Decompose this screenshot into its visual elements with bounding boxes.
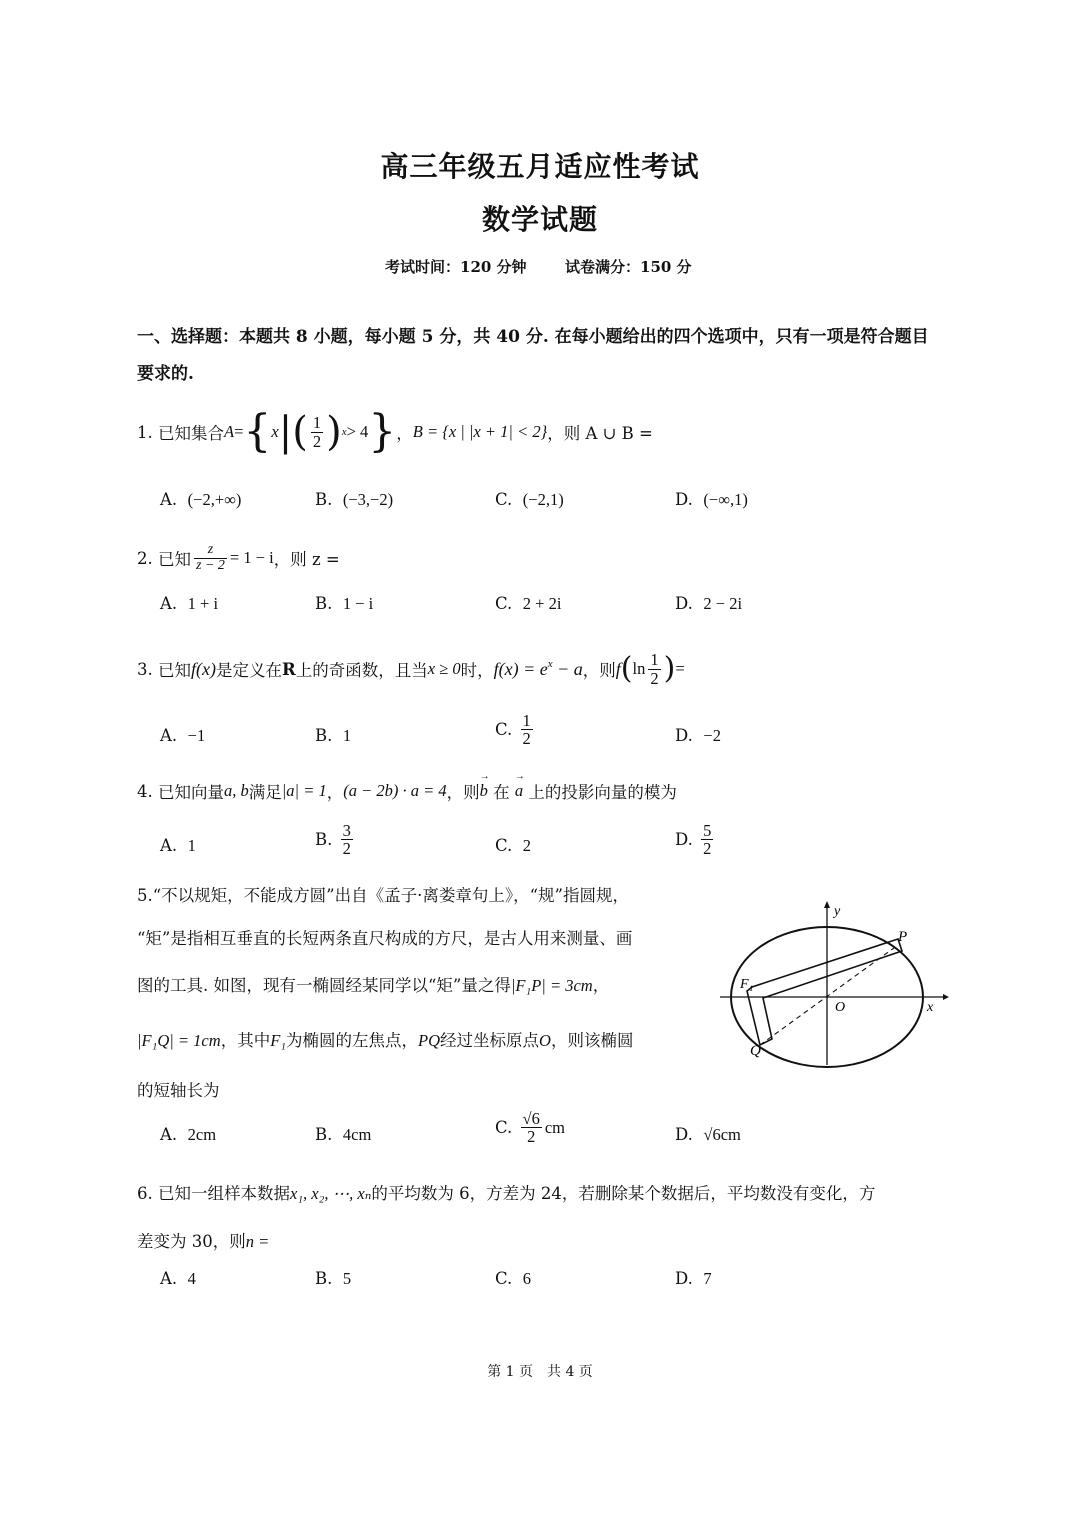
option-fraction (341, 822, 353, 858)
q2-option-b[interactable] (315, 594, 373, 614)
math-eq: = (234, 422, 244, 441)
q4-option-a[interactable] (160, 836, 196, 856)
origin-o: O (539, 1031, 551, 1050)
q3-option-c[interactable] (495, 712, 536, 748)
function-definition (494, 658, 583, 680)
question-text: ， (592, 976, 610, 995)
question-6-line2 (137, 1228, 269, 1252)
fraction-denominator: 2 (527, 1127, 536, 1147)
sample-data: x₁, x₂, ⋯, xₙ (290, 1184, 372, 1203)
exam-score: 试卷满分：150 分 (565, 258, 692, 276)
q2-option-c[interactable] (495, 594, 561, 614)
q6-option-c[interactable] (495, 1269, 531, 1289)
question-5-line3 (137, 972, 609, 996)
q1-option-b[interactable] (315, 490, 393, 510)
label-p: P (898, 929, 908, 945)
fraction-numerator: 1 (312, 413, 322, 433)
fraction (194, 543, 227, 573)
fraction-denominator: 2 (522, 729, 531, 749)
left-paren: ( (292, 409, 308, 455)
option-value: (−2,+∞) (187, 490, 242, 509)
question-text: 已知 (158, 661, 191, 680)
left-brace: { (243, 406, 272, 457)
option-label: C. (495, 594, 513, 613)
option-value: 2 − 2i (703, 594, 743, 613)
q4-option-b[interactable] (315, 822, 356, 858)
question-4: 4. 已知向量 a, b 满足 |a| = 1 ， (a − 2b) · a = 4 ，则 → b 在 → a 上的投影向量的模为 (137, 776, 677, 806)
label-x: x (927, 1000, 934, 1015)
definition-tail: − a (552, 659, 583, 679)
condition-1: |a| = 1 (281, 781, 327, 800)
option-value: 4 (187, 1269, 196, 1288)
label-y: y (834, 904, 841, 919)
question-5-line4 (137, 1027, 633, 1051)
option-label: B. (315, 830, 333, 850)
x-axis-arrow (943, 994, 949, 1000)
q6-option-d[interactable] (675, 1269, 712, 1289)
question-number: 6. (137, 1184, 153, 1203)
question-number: 5. (137, 886, 153, 905)
ln-symbol: ln (632, 659, 646, 678)
option-value: √6cm (703, 1125, 741, 1144)
ellipse-figure (715, 895, 950, 1070)
option-value: (−3,−2) (342, 490, 394, 509)
q1-option-a[interactable] (160, 490, 241, 510)
option-value: 7 (703, 1269, 712, 1288)
option-label: C. (495, 720, 513, 740)
question-6-line1 (137, 1180, 875, 1204)
option-label: B. (315, 1125, 333, 1144)
option-label: A. (160, 1269, 178, 1288)
q4-option-c[interactable] (495, 836, 531, 856)
question-text: ，则 (582, 661, 616, 680)
q1-option-c[interactable] (495, 490, 564, 510)
q6-option-b[interactable] (315, 1269, 351, 1289)
label-o: O (835, 1000, 846, 1015)
question-5-line1 (137, 882, 629, 906)
definition-base: f(x) = e (493, 659, 548, 679)
question-number: 3. (137, 659, 153, 679)
carpenter-square (747, 939, 902, 1045)
q5-option-c[interactable] (495, 1110, 565, 1146)
option-value: 2 (522, 836, 532, 855)
question-tail: ，则 A ∪ B = (547, 424, 653, 443)
set-b-definition: B = {x | |x + 1| < 2} (412, 422, 548, 441)
fraction-half (648, 651, 660, 687)
ask-f: f (615, 658, 621, 679)
option-unit: cm (544, 1117, 566, 1137)
question-text: 差变为 30，则 (137, 1232, 246, 1251)
q5-option-b[interactable] (315, 1125, 371, 1145)
question-text: ，则该椭圆 (550, 1031, 634, 1050)
option-label: B. (315, 726, 333, 745)
option-value: 1 (187, 836, 196, 855)
option-value: 2cm (187, 1125, 217, 1144)
page-footer: 第 1 页 共 4 页 (487, 1364, 593, 1380)
question-tail: 上的投影向量的模为 (528, 783, 677, 802)
fraction-numerator: 5 (703, 821, 712, 840)
q2-option-a[interactable] (160, 594, 218, 614)
focus-f1: F₁ (270, 1031, 287, 1050)
option-label: B. (315, 594, 333, 613)
question-text: 上的奇函数，且当 (295, 661, 428, 680)
option-value: 1 (342, 726, 352, 745)
option-label: A. (160, 1125, 178, 1144)
fraction-numerator: √6 (522, 1109, 540, 1128)
q5-option-a[interactable] (160, 1125, 216, 1145)
option-label: A. (160, 726, 178, 745)
option-fraction (701, 822, 713, 858)
option-label: D. (675, 1269, 693, 1288)
option-value: −2 (703, 726, 721, 745)
segment-pq-dashed (760, 945, 898, 1045)
right-brace: } (368, 406, 397, 457)
question-ask: n = (245, 1232, 270, 1251)
fraction-denominator: 2 (650, 668, 659, 688)
reals-symbol: R (281, 659, 296, 679)
fraction-half (311, 414, 323, 450)
right-paren: ) (326, 409, 342, 455)
option-value: 1 + i (187, 594, 219, 613)
option-label: D. (675, 726, 693, 745)
fraction-numerator: 1 (650, 650, 659, 670)
question-tail: ，则 z = (273, 550, 340, 569)
fraction-denominator: 2 (312, 431, 322, 451)
question-text: 已知 (158, 550, 191, 569)
vector-b: → b (480, 781, 488, 801)
fraction-numerator: 3 (342, 821, 351, 840)
option-value: −1 (187, 726, 206, 745)
question-3 (137, 645, 685, 693)
option-label: C. (495, 1118, 513, 1138)
option-label: B. (315, 490, 333, 509)
exam-title: 高三年级五月适应性考试 (380, 150, 700, 183)
question-5-line5: 的短轴长为 (137, 1081, 220, 1100)
comma: ， (396, 424, 413, 443)
question-text: 为椭圆的左焦点， (286, 1031, 419, 1050)
question-text: 图的工具. 如图，现有一椭圆经某同学以“矩”量之得 (137, 976, 511, 995)
exam-time: 考试时间：120 分钟 (385, 258, 527, 276)
exam-subtitle: 数学试题 (481, 203, 598, 236)
right-paren: ) (663, 651, 676, 686)
option-label: D. (675, 830, 693, 850)
condition-2: (a − 2b) · a = 4 (343, 781, 447, 800)
option-fraction (521, 1110, 542, 1146)
measure-f1q: |F₁Q| = 1cm (137, 1031, 221, 1050)
math-var: x (271, 422, 279, 441)
question-text: 的平均数为 6，方差为 24，若删除某个数据后，平均数没有变化，方 (371, 1184, 876, 1203)
option-value: 4cm (342, 1125, 372, 1144)
option-label: D. (675, 1125, 693, 1144)
option-value: 6 (522, 1269, 532, 1288)
vectors: a, b (224, 781, 249, 800)
question-2 (137, 536, 340, 580)
fraction-denominator: z − 2 (196, 557, 225, 573)
question-text: 经过坐标原点 (440, 1031, 540, 1050)
definition-exponent: x (547, 658, 553, 670)
question-1 (137, 400, 653, 464)
condition: x ≥ 0 (427, 659, 461, 678)
left-paren: ( (620, 651, 633, 686)
equation-rhs: = 1 − i (229, 548, 274, 567)
label-f1: F₁ (740, 977, 754, 992)
question-number: 2. (137, 548, 153, 568)
section-heading-line2: 要求的. (137, 364, 194, 384)
q1-option-d[interactable] (675, 490, 748, 510)
question-text: “不以规矩，不能成方圆”出自《孟子·离娄章句上》，“规”指圆规， (152, 886, 629, 905)
fraction-denominator: 2 (342, 839, 351, 859)
q3-option-b[interactable] (315, 726, 351, 746)
option-label: A. (160, 836, 178, 855)
option-label: B. (315, 1269, 333, 1288)
q2-option-d[interactable] (675, 594, 742, 614)
vector-a: → a (515, 781, 523, 801)
option-fraction (521, 712, 533, 748)
measure-f1p: |F₁P| = 3cm (510, 976, 593, 995)
option-label: C. (495, 490, 513, 509)
question-text: 满足 (248, 783, 282, 802)
label-q: Q (750, 1043, 761, 1059)
segment-pq: PQ (418, 1031, 441, 1050)
exponent: x (341, 426, 347, 438)
fraction-numerator: z (194, 543, 227, 559)
question-text: 已知一组样本数据 (158, 1184, 290, 1203)
option-label: D. (675, 594, 693, 613)
q3-option-d[interactable] (675, 726, 721, 746)
option-label: D. (675, 490, 693, 509)
option-value: 1 − i (342, 594, 374, 613)
option-value: (−∞,1) (703, 490, 748, 509)
option-value: (−2,1) (522, 490, 564, 509)
vertical-bar: | (278, 409, 293, 455)
q3-option-a[interactable] (160, 726, 205, 746)
function-fx: f(x) (191, 658, 216, 679)
question-text: 已知向量 (158, 783, 224, 802)
option-label: A. (160, 490, 178, 509)
y-axis-arrow (824, 901, 830, 908)
question-text: 已知集合 (158, 424, 224, 443)
q5-option-d[interactable] (675, 1125, 741, 1145)
option-label: C. (495, 1269, 513, 1288)
q6-option-a[interactable] (160, 1269, 196, 1289)
option-value: 2 + 2i (522, 594, 562, 613)
question-text: 时， (460, 661, 494, 680)
fraction-numerator: 1 (522, 711, 531, 730)
option-value: 5 (342, 1269, 352, 1288)
question-text: ，则 (446, 783, 480, 802)
question-text: 是定义在 (215, 661, 282, 680)
question-number: 1. (137, 422, 153, 442)
fraction-denominator: 2 (703, 839, 712, 859)
q4-option-d[interactable] (675, 822, 716, 858)
question-text: ，其中 (220, 1031, 271, 1050)
question-text: 在 (493, 783, 510, 802)
math-ineq: > 4 (346, 422, 369, 441)
section-heading-line1: 一、选择题：本题共 8 小题，每小题 5 分，共 40 分. 在每小题给出的四个选项中，只有一项是符合题目 (137, 327, 929, 347)
option-label: C. (495, 836, 513, 855)
set-a-symbol: A (224, 422, 235, 441)
option-label: A. (160, 594, 178, 613)
question-5-line2: “矩”是指相互垂直的长短两条直尺构成的方尺，是古人用来测量、画 (137, 929, 633, 948)
question-number: 4. (137, 781, 153, 801)
math-eq: = (675, 659, 685, 678)
